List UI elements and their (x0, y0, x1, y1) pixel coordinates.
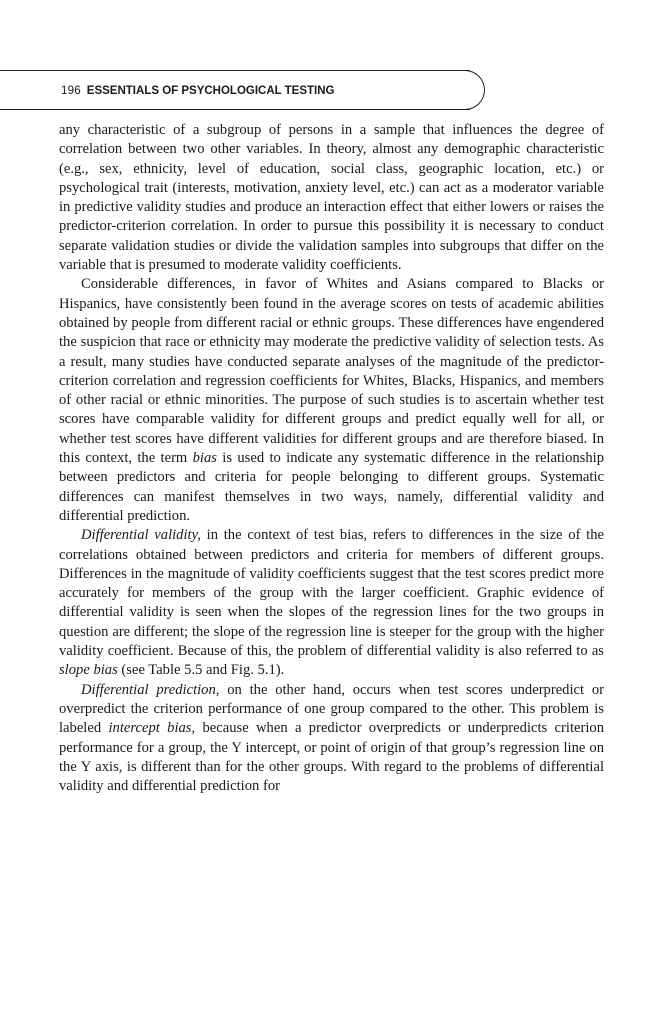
paragraph-2-text-a: Considerable differences, in favor of Whites and Asians compared to Blacks or Hispanics, have consistently been found in the average scores on tests of academic abilities obtained by people from different racial or ethnic groups. These differences have engendered the suspicion that race or ethnicity may moderate the predictive validity of selection tests. As a result, many studies have conducted separate analyses of the magnitude of the predictor-criterion correlation and regression coefficients for Whites, Blacks, Hispanics, and members of other racial or ethnic minorities. The purpose of such studies is to ascertain whether test scores have comparable validity for different groups and predict equally well for all, or whether test scores have different validities for different groups and are therefore biased. In this context, the term (59, 276, 604, 467)
paragraph-2-text-b: is used to indicate any systematic difference in the relationship between predictors and criteria for people belonging to different groups. Systematic differences can manifest themselves in two ways, namely, differential validity and differential prediction. (59, 450, 604, 524)
paragraph-4-text-b: because when a predictor overpredicts or underpredicts criterion performance for a group, the Y intercept, or point of origin of that group’s regression line on the Y axis, is different than for the other groups. With regard to the problems of differential validity and differential prediction for (59, 720, 604, 795)
running-head-cap (462, 70, 485, 110)
body-text (59, 121, 604, 796)
book-title: ESSENTIALS OF PSYCHOLOGICAL TESTING (86, 85, 335, 97)
paragraph-1: any characteristic of a subgroup of persons in a sample that influences the degree of correlation between two other variables. In theory, almost any demographic characteristic (e.g., sex, ethnicity, level of education, social class, geographic location, etc.) or psychological trait (interests, motivation, anxiety level, etc.) can act as a moderator variable in predictive validity studies and produce an interaction effect that either lowers or raises the predictor-criterion correlation. In order to pursue this possibility it is necessary to conduct separate validation studies or divide the validation samples into subgroups that differ on the variable that is presumed to moderate validity coefficients. (59, 122, 604, 274)
paragraph-2 (59, 275, 604, 526)
running-head (61, 84, 335, 98)
term-differential-prediction: Differential prediction, (81, 681, 220, 698)
term-differential-validity: Differential validity, (81, 527, 201, 544)
term-intercept-bias: intercept bias, (108, 720, 196, 737)
page-number: 196 (61, 85, 81, 97)
term-slope-bias: slope bias (59, 662, 118, 679)
paragraph-3 (59, 526, 604, 680)
paragraph-3-text-a: in the context of test bias, refers to differences in the size of the correlations obtained between predictors and criteria for members of different groups. Differences in the magnitude of validity coefficients suggest that the test scores predict more accurately for members of the group with the larger coefficient. Graphic evidence of differential validity is seen when the slopes of the regression lines for the two groups in question are different; the slope of the regression line is steeper for the group with the higher validity coefficient. Because of this, the problem of differential validity is also referred to as (59, 527, 604, 660)
term-bias: bias (192, 450, 217, 467)
paragraph-4-text-a: on the other hand, occurs when test scores underpredict or overpredict the criterion performance of one group compared to the other. This problem is labeled (59, 681, 605, 737)
paragraph-4 (59, 681, 604, 797)
paragraph-3-text-b: (see Table 5.5 and Fig. 5.1). (117, 662, 285, 679)
